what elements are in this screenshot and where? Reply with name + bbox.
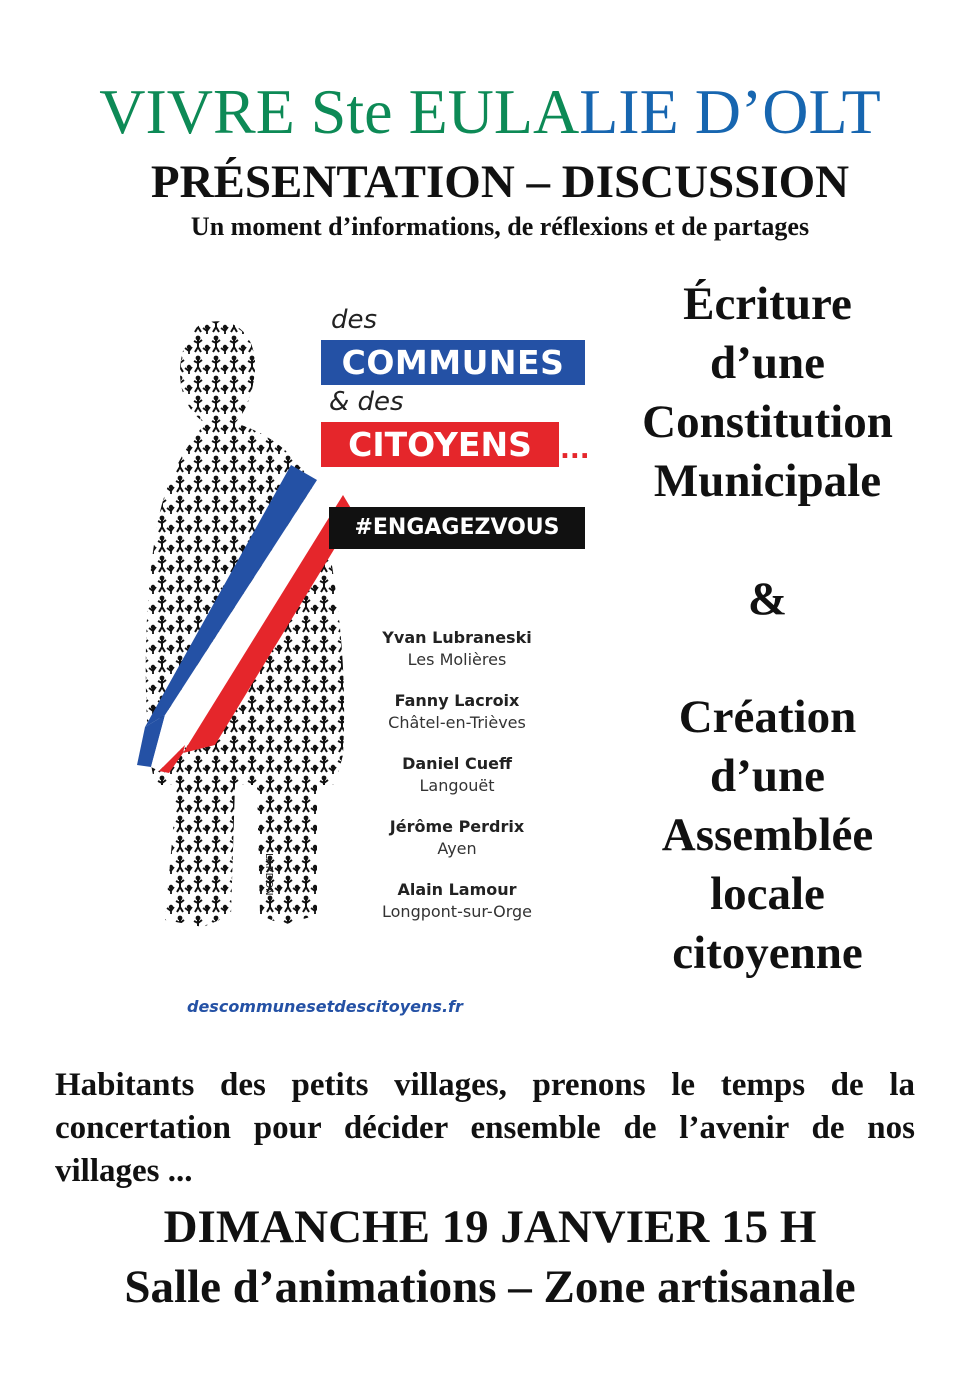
- right-line: Création: [678, 691, 857, 743]
- right-line: locale: [710, 868, 825, 920]
- subtitle: PRÉSENTATION – DISCUSSION: [150, 156, 850, 208]
- person-entry: [345, 753, 569, 797]
- person-name: Daniel Cueff: [402, 754, 512, 773]
- poster-des-2: & des: [329, 387, 404, 417]
- right-column-heading: [625, 275, 910, 983]
- person-town: Châtel-en-Trièves: [388, 713, 526, 732]
- spacer: [625, 511, 910, 570]
- person-name: Alain Lamour: [397, 880, 517, 899]
- right-line: Assemblée: [661, 809, 874, 861]
- right-line: d’une: [710, 750, 825, 802]
- right-line: citoyenne: [672, 927, 863, 979]
- right-line: Municipale: [653, 455, 882, 507]
- person-entry: [345, 816, 569, 860]
- person-name: Fanny Lacroix: [394, 691, 520, 710]
- poster-hashtag: #ENGAGEZVOUS: [329, 507, 585, 549]
- right-line: Écriture: [683, 278, 852, 330]
- person-entry: [345, 690, 569, 734]
- title-blue-part: LIE D’OLT: [579, 76, 881, 147]
- poster-ellipsis: ...: [560, 435, 590, 465]
- person-entry: [345, 627, 569, 671]
- poster-image: [55, 285, 615, 1045]
- person-town: Ayen: [437, 839, 477, 858]
- poster-communes-banner: COMMUNES: [321, 340, 585, 385]
- title-green-part: VIVRE Ste EULA: [99, 76, 580, 147]
- page-title: [0, 76, 980, 148]
- artist-signature: LARDON: [263, 853, 274, 896]
- poster-url: descommunesetdescitoyens.fr: [187, 997, 463, 1016]
- poster-person-list: [345, 627, 569, 942]
- person-entry: [345, 879, 569, 923]
- person-town: Langouët: [419, 776, 495, 795]
- person-town: Les Molières: [407, 650, 507, 669]
- poster-des-1: des: [331, 305, 378, 335]
- person-name: Jérôme Perdrix: [389, 817, 525, 836]
- invitation-paragraph: Habitants des petits villages, prenons le temps de la concertation pour décider ensemble de l’avenir de nos villages ...: [55, 1067, 915, 1189]
- ampersand: &: [747, 573, 788, 625]
- right-line: Constitution: [642, 396, 893, 448]
- right-line: d’une: [710, 337, 825, 389]
- tagline: Un moment d’informations, de réflexions et de partages: [190, 212, 810, 241]
- event-date: DIMANCHE 19 JANVIER 15 H: [163, 1201, 817, 1253]
- event-venue: Salle d’animations – Zone artisanale: [124, 1261, 856, 1313]
- person-name: Yvan Lubraneski: [382, 628, 532, 647]
- spacer: [625, 629, 910, 688]
- person-town: Longpont-sur-Orge: [382, 902, 532, 921]
- poster-citoyens-banner: CITOYENS: [321, 422, 559, 467]
